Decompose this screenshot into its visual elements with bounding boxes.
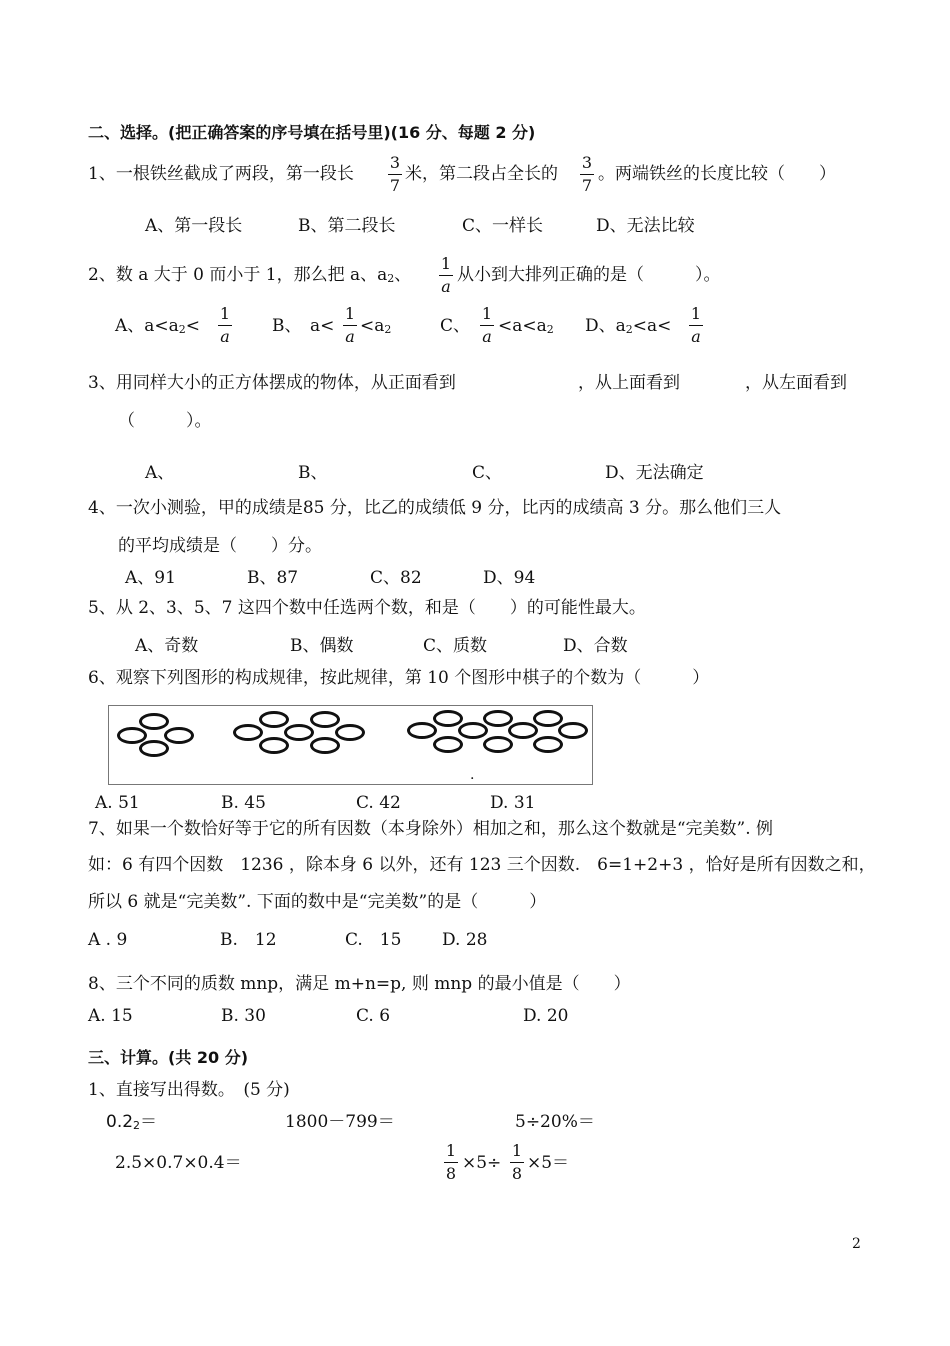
q3-option-c[interactable]: C、 [472, 463, 503, 483]
q2-option-c-fraction: 1 a [481, 304, 493, 346]
q1-text-a: 1、一根铁丝截成了两段，第一段长 [88, 164, 354, 184]
chess-piece [310, 711, 340, 728]
q3-option-a[interactable]: A、 [145, 463, 175, 483]
q8-option-d[interactable]: D. 20 [523, 1006, 569, 1026]
q5-option-c[interactable]: C、质数 [423, 636, 488, 656]
q3-option-d[interactable]: D、无法确定 [605, 463, 704, 483]
chess-pattern-figure [108, 705, 593, 785]
chess-piece [233, 724, 263, 741]
q3-text-a: 3、用同样大小的正方体摆成的物体，从正面看到 [88, 373, 456, 393]
page-number: 2 [852, 1236, 861, 1252]
q2-fraction: 1 a [440, 254, 452, 296]
q7-option-c[interactable]: C. 15 [345, 930, 402, 950]
q5-option-b[interactable]: B、偶数 [290, 636, 354, 656]
calc-expression-4: 2.5×0.7×0.4＝ [115, 1153, 242, 1173]
calc-q1-title: 1、直接写出得数。 (5 分) [88, 1080, 290, 1100]
chess-piece [259, 737, 289, 754]
q2-option-d[interactable]: D、a2<a< [585, 316, 672, 336]
q1-option-b[interactable]: B、第二段长 [298, 216, 396, 236]
q1-option-a[interactable]: A、第一段长 [145, 216, 243, 236]
q2-option-a[interactable]: A、a<a2< [115, 316, 201, 336]
q1-fraction-2: 3 7 [581, 153, 593, 195]
q3-option-b[interactable]: B、 [298, 463, 328, 483]
chess-piece [259, 711, 289, 728]
chess-piece [483, 736, 513, 753]
q1-fraction-1: 3 7 [389, 153, 401, 195]
chess-piece [533, 710, 563, 727]
q2-option-b[interactable]: B、 a< [272, 316, 335, 336]
q7-line-1: 7、如果一个数恰好等于它的所有因数（本身除外）相加之和，那么这个数就是“完美数”. 例 [88, 819, 774, 839]
q2-option-a-fraction: 1 a [219, 304, 231, 346]
q1-text-c: 。两端铁丝的长度比较（ ） [598, 164, 836, 184]
calc-fraction-1: 1 8 [445, 1141, 457, 1183]
chess-piece [139, 713, 169, 730]
q4-option-a[interactable]: A、91 [125, 568, 176, 588]
section-title: 二、选择。(把正确答案的序号填在括号里)(16 分、每题 2 分) [88, 123, 536, 142]
q7-option-a[interactable]: A . 9 [88, 930, 128, 950]
q6-option-a[interactable]: A. 51 [95, 793, 140, 813]
q4-option-c[interactable]: C、82 [370, 568, 422, 588]
figure-dot: . [470, 767, 475, 783]
chess-piece [558, 722, 588, 739]
chess-piece [310, 737, 340, 754]
chess-piece [284, 724, 314, 741]
q6-option-c[interactable]: C. 42 [356, 793, 401, 813]
chess-piece [407, 722, 437, 739]
q4-option-b[interactable]: B、87 [247, 568, 299, 588]
chess-piece [335, 724, 365, 741]
q2-option-b-fraction: 1 a [344, 304, 356, 346]
q5-option-d[interactable]: D、合数 [563, 636, 628, 656]
q1-option-d[interactable]: D、无法比较 [596, 216, 695, 236]
chess-piece [433, 710, 463, 727]
q6-text: 6、观察下列图形的构成规律，按此规律，第 10 个图形中棋子的个数为（ ） [88, 668, 710, 688]
q4-line-2: 的平均成绩是（ ）分。 [118, 536, 322, 556]
q2-option-b-tail: <a2 [360, 316, 392, 336]
q3-text-c: ，从左面看到 [745, 373, 847, 393]
calc-expression-3: 5÷20%＝ [515, 1112, 595, 1132]
calc-expression-1: 0.22＝ [106, 1112, 158, 1132]
q5-text: 5、从 2、3、5、7 这四个数中任选两个数，和是（ ）的可能性最大。 [88, 598, 646, 618]
chess-piece [139, 740, 169, 757]
chess-piece [164, 727, 194, 744]
q1-text-b: 米，第二段占全长的 [405, 164, 558, 184]
q8-option-c[interactable]: C. 6 [356, 1006, 391, 1026]
q2-text-a: 2、数 a 大于 0 而小于 1，那么把 a、a2、 [88, 265, 412, 285]
chess-piece [458, 722, 488, 739]
q3-text-d: （ ）。 [118, 411, 212, 431]
section-3-title: 三、计算。(共 20 分) [88, 1048, 249, 1067]
q2-option-c[interactable]: C、 [440, 316, 471, 336]
q6-option-b[interactable]: B. 45 [221, 793, 266, 813]
q8-text: 8、三个不同的质数 mnp，满足 m+n=p, 则 mnp 的最小值是（ ） [88, 974, 631, 994]
q2-text-c: 从小到大排列正确的是（ ）。 [457, 265, 721, 285]
q2-option-c-tail: <a<a2 [498, 316, 554, 336]
q3-text-b: ，从上面看到 [578, 373, 680, 393]
q7-line-2: 如：6 有四个因数 1236 ，除本身 6 以外，还有 123 三个因数. 6=1+2+3 ，恰好是所有因数之和， [88, 855, 876, 875]
calc-fraction-2: 1 8 [511, 1141, 523, 1183]
calc-expression-5-end: ×5＝ [527, 1153, 570, 1173]
q1-option-c[interactable]: C、一样长 [462, 216, 544, 236]
calc-expression-5-mid: ×5÷ [462, 1153, 502, 1173]
chess-piece [433, 736, 463, 753]
chess-piece [483, 710, 513, 727]
calc-expression-2: 1800－799＝ [285, 1112, 395, 1132]
q8-option-b[interactable]: B. 30 [221, 1006, 266, 1026]
q2-option-d-fraction: 1 a [690, 304, 702, 346]
q6-option-d[interactable]: D. 31 [490, 793, 536, 813]
q7-line-3: 所以 6 就是“完美数”. 下面的数中是“完美数”的是（ ） [88, 892, 547, 912]
q4-line-1: 4、一次小测验，甲的成绩是85 分，比乙的成绩低 9 分，比丙的成绩高 3 分。那么他们三人 [88, 498, 782, 518]
q5-option-a[interactable]: A、奇数 [135, 636, 199, 656]
q7-option-b[interactable]: B. 12 [220, 930, 277, 950]
q7-option-d[interactable]: D. 28 [442, 930, 488, 950]
q8-option-a[interactable]: A. 15 [88, 1006, 133, 1026]
chess-piece [533, 736, 563, 753]
chess-piece [508, 722, 538, 739]
q4-option-d[interactable]: D、94 [483, 568, 536, 588]
